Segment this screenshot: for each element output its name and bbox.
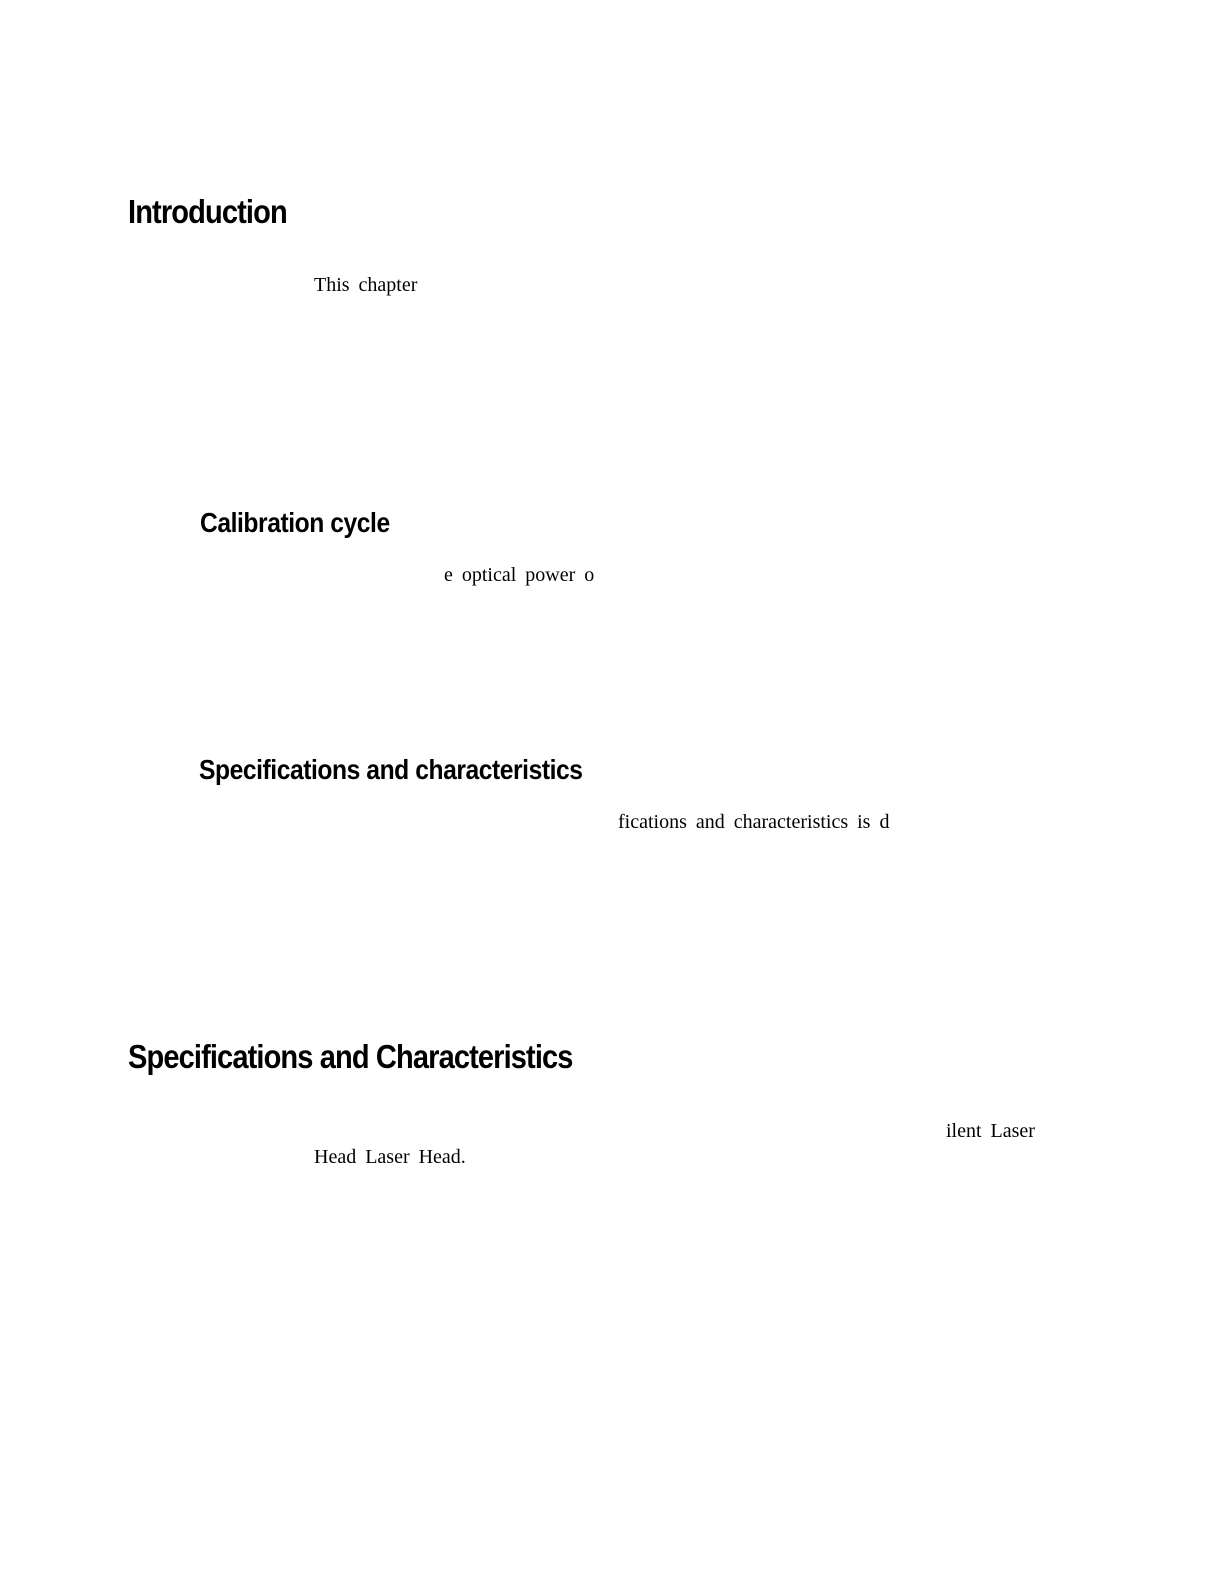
calibration-cycle-heading: Calibration cycle [200, 507, 390, 538]
specifications-characteristics-heading: Specifications and Characteristics [128, 1038, 573, 1075]
specifications-characteristics-text-line1: ilent Laser [946, 1120, 1035, 1142]
specifications-characteristics-subheading: Specifications and characteristics [199, 754, 583, 785]
introduction-text: This chapter [314, 274, 418, 296]
calibration-cycle-text: e optical power o [444, 564, 595, 586]
introduction-heading: Introduction [128, 193, 287, 230]
specifications-characteristics-text-line2: Head Laser Head. [314, 1146, 466, 1168]
specifications-characteristics-subtext: fications and characteristics is d [618, 811, 890, 833]
